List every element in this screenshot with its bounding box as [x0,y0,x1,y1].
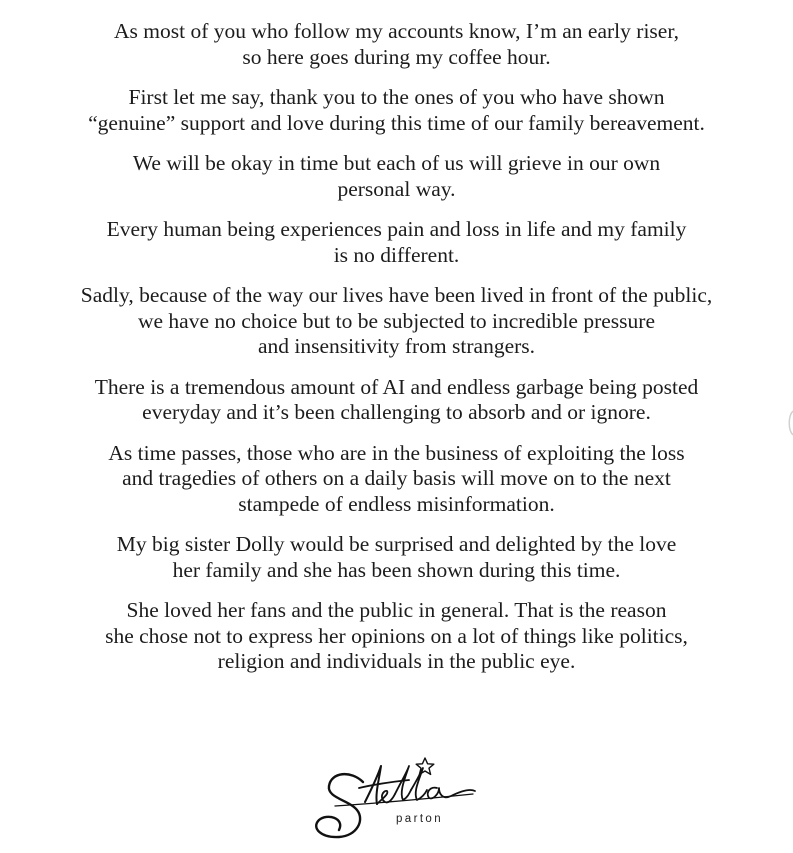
paragraph-4 [0,217,793,268]
paragraph-5-line-3: and insensitivity from strangers. [257,334,536,358]
paragraph-3-line-1: We will be okay in time but each of us will grieve in our own [132,151,661,175]
signature [305,758,480,850]
paragraph-7 [0,441,793,518]
paragraph-4-line-1: Every human being experiences pain and loss in life and my family [106,217,687,241]
paragraph-2 [0,85,793,136]
paragraph-3-line-2: personal way. [337,176,456,201]
paragraph-4-line-2: is no different. [333,242,460,267]
paragraph-2-line-2: “genuine” support and love during this time of our family bereavement. [88,110,705,135]
paragraph-7-line-1: As time passes, those who are in the business of exploiting the loss [108,440,685,465]
letter-body [0,19,793,690]
signature-l1-stroke [395,766,411,800]
edge-mark [787,410,793,436]
signature-surname: parton [396,813,444,825]
paragraph-6-line-2: everyday and it’s been challenging to absorb and or ignore. [142,400,651,424]
paragraph-7-line-3: stampede of endless misinformation. [238,491,555,516]
star-icon [416,758,434,774]
paragraph-5-line-2: we have no choice but to be subjected to incredible pressure [137,308,655,333]
paragraph-6-line-1: There is a tremendous amount of AI and endless garbage being posted [94,374,699,399]
signature-l2-stroke [411,768,427,800]
paragraph-9-line-1: She loved her fans and the public in general. That is the reason [126,598,667,622]
paragraph-5 [0,283,793,360]
signature-underline [335,794,473,806]
paragraph-7-line-2: and tragedies of others on a daily basis will move on to the next [122,466,671,490]
paragraph-9-line-2: she chose not to express her opinions on a lot of things like politics, [105,623,688,648]
paragraph-8-line-2: her family and she has been shown during this time. [172,557,621,582]
paragraph-9-line-3: religion and individuals in the public eye. [217,649,576,673]
paragraph-2-line-1: First let me say, thank you to the ones of you who have shown [128,85,665,109]
paragraph-1 [0,19,793,70]
paragraph-9 [0,598,793,675]
paragraph-1-line-2: so here goes during my coffee hour. [242,44,551,69]
paragraph-6 [0,375,793,426]
paragraph-8 [0,532,793,583]
paragraph-1-line-1: As most of you who follow my accounts know, I’m an early riser, [114,19,679,43]
paragraph-8-line-1: My big sister Dolly would be surprised and delighted by the love [116,532,677,556]
paragraph-5-line-1: Sadly, because of the way our lives have been lived in front of the public, [80,283,713,307]
signature-logo [305,758,480,850]
paragraph-3 [0,151,793,202]
